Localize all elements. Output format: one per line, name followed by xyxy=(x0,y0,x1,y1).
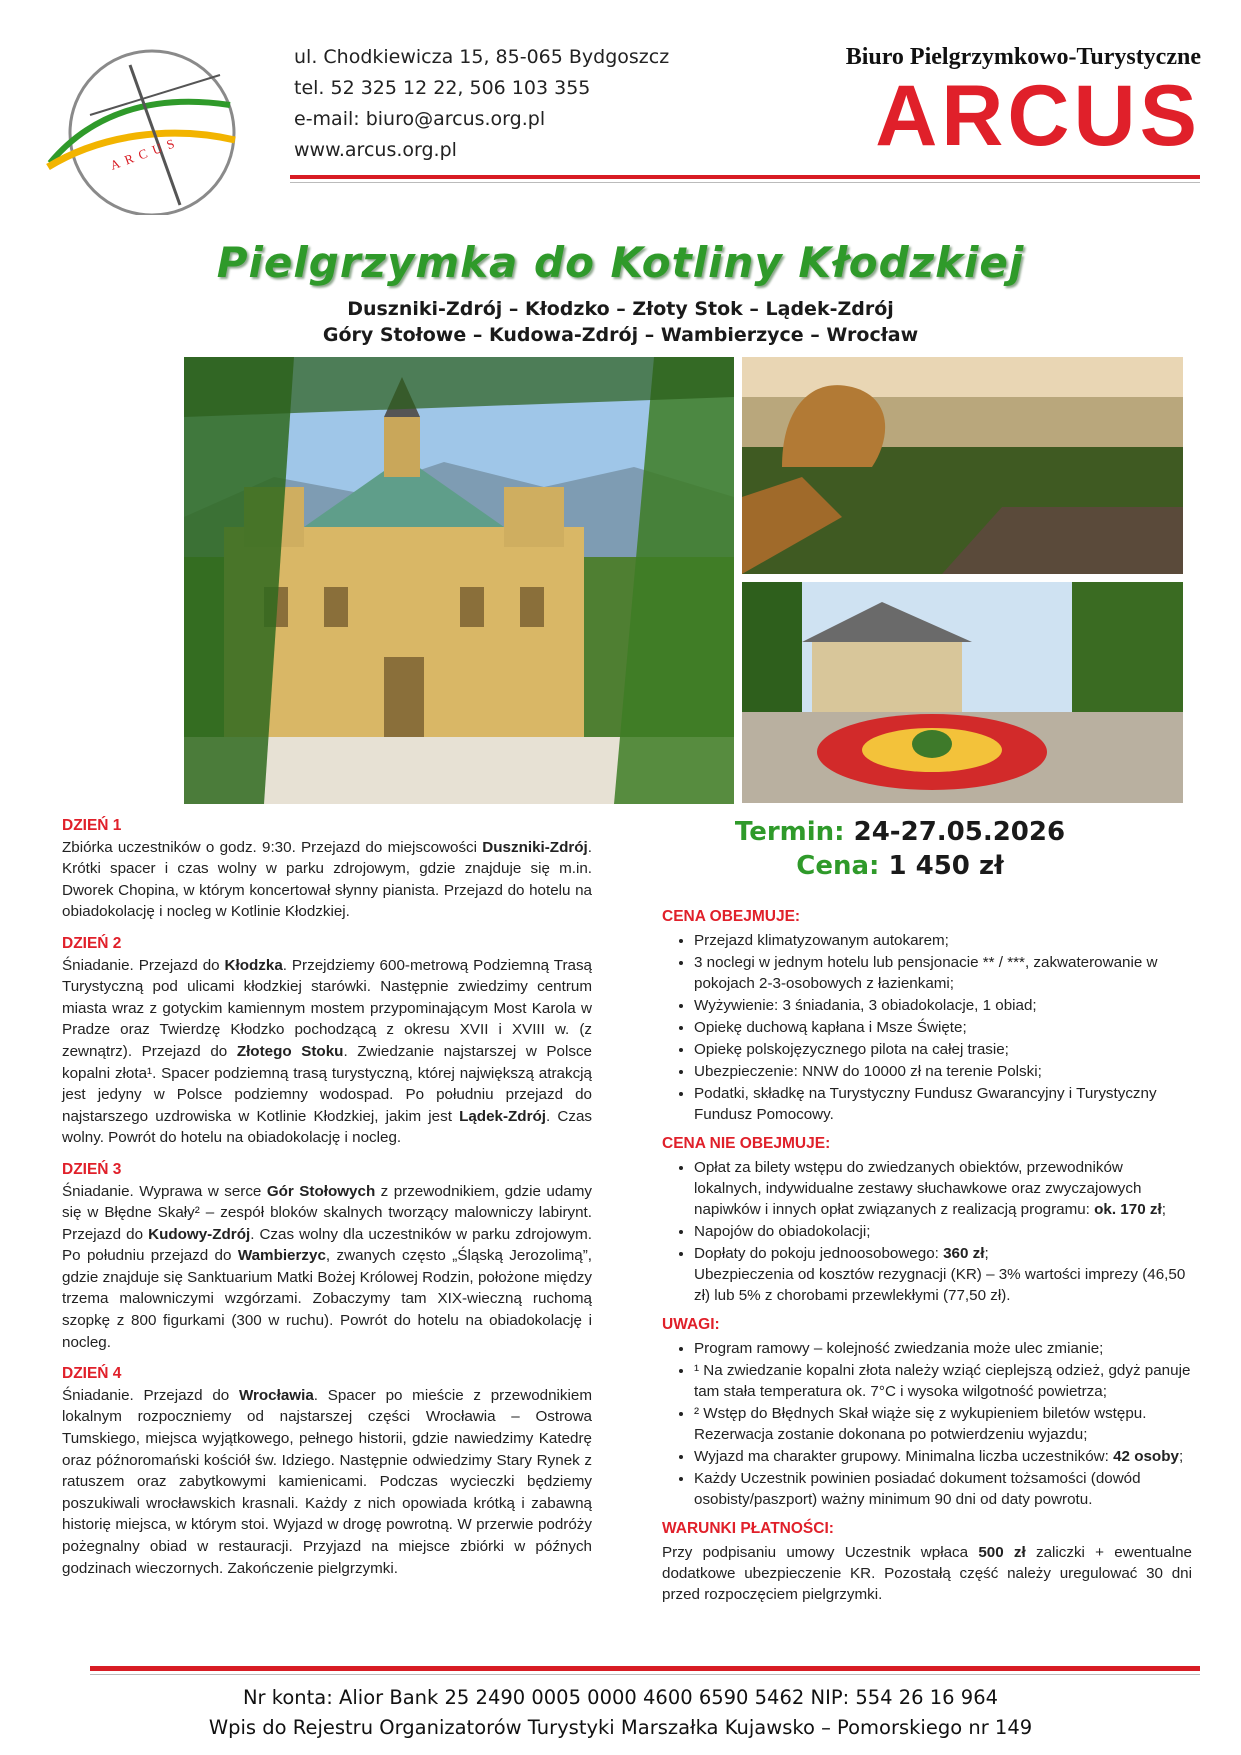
day-4-text: Śniadanie. Przejazd do Wrocławia. Spacer po mieście z przewodnikiem lokalnym rozpoczniemy od najstarszej części Wrocławia – Ostrowa Tumskiego, miejsca wyjątkowego, pełnego historii, gdzie nawiedzimy Katedrę oraz późnoromański kościół św. Idziego. Następnie odwiedzimy Stary Rynek z ratuszem oraz zabytkowymi kamienicami. Podczas wycieczki będziemy poszukiwali wrocławskich krasnali. Każdy z nich opowiada krótką i zabawną historię miejsca, w którym stoi. Wyjazd w drogę powrotną. W przerwie podróży pożegnalny obiad w restauracji. Przyjazd na miejsce zbiórki w późnych godzinach wieczornych. Zakończenie pielgrzymki. xyxy=(62,1386,592,1577)
phone: tel. 52 325 12 22, 506 103 355 xyxy=(294,77,591,99)
day-2-text: Śniadanie. Przejazd do Kłodzka. Przejdziemy 600-metrową Podziemną Trasą Turystyczną pod ulicami kłodzkiej starówki. Następnie zwiedzimy centrum miasta wraz z gotyckim kamiennym mostem przypominającym Most Karola w Pradze oraz Twierdzę Kłodzko pochodzącą z okresu XVII i XVIII w. (z zewnątrz). Przejazd do Złotego Stoku. Zwiedzanie najstarszej w Polsce kopalni złota¹. Spacer podziemną trasą turystyczną, której największą atrakcją jest jedyny w Polsce podziemny wodospad. Po południu przejazd do najstarszego uzdrowiska w Kotlinie Kłodzkiej, jakim jest Lądek-Zdrój. Czas wolny. Powrót do hotelu na obiadokolację i nocleg. xyxy=(62,956,593,1147)
logo-text: ARCUS xyxy=(107,133,183,173)
agency-subtitle: Biuro Pielgrzymkowo-Turystyczne xyxy=(845,44,1201,70)
contact-block xyxy=(294,42,669,166)
footer-bank: Nr konta: Alior Bank 25 2490 0005 0000 4600 6590 5462 NIP: 554 26 16 964 xyxy=(242,1686,999,1709)
notes-heading: UWAGI: xyxy=(662,1316,720,1333)
brand-name: ARCUS xyxy=(875,68,1201,164)
includes-list xyxy=(662,930,1192,1125)
itinerary xyxy=(62,815,592,1589)
conditions xyxy=(662,898,1192,1605)
section-excludes xyxy=(662,1133,1192,1306)
list-item: • Program ramowy – kolejność zwiedzania może ulec zmianie; xyxy=(694,1338,1192,1359)
list-item: • 3 noclegi w jednym hotelu lub pensjonacie ** / ***, zakwaterowanie w pokojach 2-3-osobowych z łazienkami; xyxy=(694,952,1192,994)
day-4 xyxy=(62,1363,592,1579)
excludes-heading: CENA NIE OBEJMUJE: xyxy=(662,1135,831,1152)
footer-registry: Wpis do Rejestru Organizatorów Turystyki Marszałka Kujawsko – Pomorskiego nr 149 xyxy=(208,1716,1033,1739)
day-1-heading: DZIEŃ 1 xyxy=(62,817,122,834)
list-item: • Napojów do obiadokolacji; xyxy=(694,1221,1192,1242)
payment-heading: WARUNKI PŁATNOŚCI: xyxy=(662,1520,834,1537)
route-line-1: Duszniki-Zdrój – Kłodzko – Złoty Stok – Lądek-Zdrój xyxy=(347,298,894,320)
list-item: • Opiekę polskojęzycznego pilota na całej trasie; xyxy=(694,1039,1192,1060)
list-item: • Dopłaty do pokoju jednoosobowego: 360 zł; Ubezpieczenia od kosztów rezygnacji (KR) – 3% wartości imprezy (46,50 zł) lub 5% z chorobami przewlekłymi (77,50 zł). xyxy=(694,1243,1192,1306)
price-value: 1 450 zł xyxy=(888,851,1004,881)
section-payment xyxy=(662,1518,1192,1605)
website-link[interactable]: www.arcus.org.pl xyxy=(294,139,457,161)
price-line xyxy=(660,849,1140,883)
list-item: • Opiekę duchową kapłana i Msze Święte; xyxy=(694,1017,1192,1038)
day-4-heading: DZIEŃ 4 xyxy=(62,1365,122,1383)
day-2-heading: DZIEŃ 2 xyxy=(62,934,122,952)
footer-divider xyxy=(90,1666,1200,1671)
list-item: • Ubezpieczenie: NNW do 10000 zł na terenie Polski; xyxy=(694,1061,1192,1082)
day-1-text: Zbiórka uczestników o godz. 9:30. Przejazd do miejscowości Duszniki-Zdrój. Krótki spacer i czas wolny w parku zdrojowym, gdzie znajduje się m.in. Dworek Chopina, w którym koncertował słynny pianista. Przejazd do hotelu na obiadokolację i nocleg w Kotlinie Kłodzkiej. xyxy=(62,838,592,921)
email-link[interactable]: e-mail: biuro@arcus.org.pl xyxy=(294,108,546,130)
excludes-list xyxy=(662,1157,1192,1306)
footer-divider-thin xyxy=(90,1674,1200,1675)
header-divider-thin xyxy=(290,182,1200,183)
day-2 xyxy=(62,933,592,1149)
includes-heading: CENA OBEJMUJE: xyxy=(662,908,801,925)
photo-spa-park xyxy=(742,582,1183,803)
day-3 xyxy=(62,1159,592,1353)
day-3-text: Śniadanie. Wyprawa w serce Gór Stołowych z przewodnikiem, gdzie udamy się w Błędne Skały² – zespół bloków skalnych tworzący malowniczy labirynt. Przejazd do Kudowy-Zdrój. Czas wolny dla uczestników w parku zdrojowym. Po południu przejazd do Wambierzyc, zwanych często „Śląską Jerozolimą”, gdzie znajduje się Sanktuarium Matki Bożej Królowej Rodzin, położone między trzema malowniczymi wzgórzami. Zobaczymy tam XIX-wieczną ruchomą szopkę z 800 figurkami (300 w ruchu). Powrót do hotelu na obiadokolację i nocleg. xyxy=(62,1182,593,1351)
arcus-logo xyxy=(30,45,245,215)
termin-line xyxy=(660,815,1140,849)
day-1 xyxy=(62,815,592,923)
list-item: • Podatki, składkę na Turystyczny Fundusz Gwarancyjny i Turystyczny Fundusz Pomocowy. xyxy=(694,1083,1192,1125)
list-item: • ² Wstęp do Błędnych Skał wiąże się z wykupieniem biletów wstępu. Rezerwacja zostanie dokonana po potwierdzeniu wyjazdu; xyxy=(694,1403,1192,1445)
list-item: • Każdy Uczestnik powinien posiadać dokument tożsamości (dowód osobisty/paszport) ważny minimum 90 dni od daty powrotu. xyxy=(694,1468,1192,1510)
photo-table-mountains-rocks xyxy=(742,357,1183,574)
section-notes xyxy=(662,1314,1192,1510)
payment-text: Przy podpisaniu umowy Uczestnik wpłaca 500 zł zaliczki + ewentualne dodatkowe ubezpieczenie KR. Pozostałą część należy uregulować 30 dni przed rozpoczęciem pielgrzymki. xyxy=(662,1544,1192,1603)
agency-brand xyxy=(845,44,1201,164)
day-3-heading: DZIEŃ 3 xyxy=(62,1160,122,1178)
section-includes xyxy=(662,906,1192,1125)
header-divider xyxy=(290,175,1200,179)
termin-value: 24-27.05.2026 xyxy=(853,817,1066,847)
termin-label: Termin: xyxy=(734,817,845,847)
date-price-block xyxy=(660,815,1140,883)
list-item: • Wyżywienie: 3 śniadania, 3 obiadokolacje, 1 obiad; xyxy=(694,995,1192,1016)
address: ul. Chodkiewicza 15, 85-065 Bydgoszcz xyxy=(294,46,670,68)
photo-wambierzyce-basilica xyxy=(184,357,734,804)
list-item: • Opłat za bilety wstępu do zwiedzanych obiektów, przewodników lokalnych, indywidualne zestawy słuchawkowe oraz zwyczajowych napiwków i innych opłat związanych z realizacją programu: ok. 170 zł; xyxy=(694,1157,1192,1220)
notes-list xyxy=(662,1338,1192,1510)
route-line-2: Góry Stołowe – Kudowa-Zdrój – Wambierzyce – Wrocław xyxy=(322,324,919,346)
list-item: • ¹ Na zwiedzanie kopalni złota należy wziąć cieplejszą odzież, gdyż panuje tam stała temperatura ok. 7°C i wysoka wilgotność powietrza; xyxy=(694,1360,1192,1402)
price-label: Cena: xyxy=(796,851,880,881)
list-item: • Przejazd klimatyzowanym autokarem; xyxy=(694,930,1192,951)
list-item: • Wyjazd ma charakter grupowy. Minimalna liczba uczestników: 42 osoby; xyxy=(694,1446,1192,1467)
page-title: Pielgrzymka do Kotliny Kłodzkiej xyxy=(216,238,1025,287)
